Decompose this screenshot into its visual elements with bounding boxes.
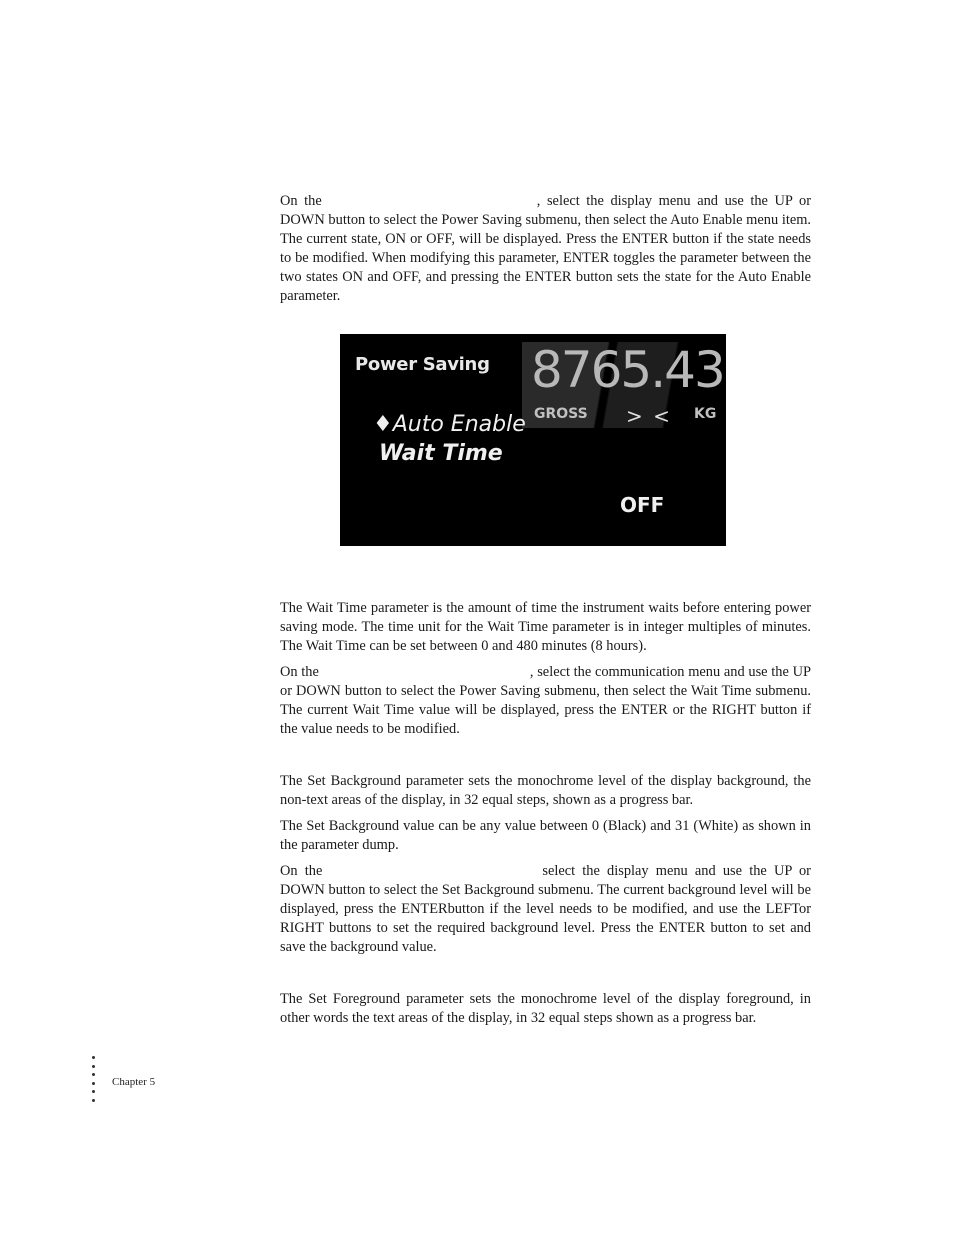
paragraph-lead: On the <box>280 863 323 879</box>
power-saving-display-figure <box>340 334 726 546</box>
paragraph-body: , select the communication menu and use the UP or DOWN button to select the Power Saving submenu, then select the Wait Time submenu. The current Wait Time value will be displayed, press the ENTER or the RIGHT button if the value needs to be modified. <box>280 664 811 737</box>
paragraph-body: select the display menu and use the UP or DOWN button to select the Set Background submenu. The current background level will be displayed, press the ENTERbutton if the level needs to be modified, and use the LEFTor RIGHT buttons to set the required background level. Press the ENTER button to set and save the background value. <box>280 863 811 955</box>
menu-item-wait-time: Wait Time <box>379 441 503 466</box>
gross-label: GROSS <box>534 406 588 422</box>
chapter-footer: Chapter 5 <box>112 1076 156 1088</box>
paragraph-lead: On the <box>280 193 322 209</box>
paragraph-background-procedure <box>280 862 811 957</box>
paragraph-body: , select the display menu and use the UP or DOWN button to select the Power Saving submenu, then select the Auto Enable menu item. The current state, ON or OFF, will be displayed. Press the ENTER button if the state needs to be modified. When modifying this parameter, ENTER toggles the parameter between the two states ON and OFF, and pressing the ENTER button sets the state for the Auto Enable parameter. <box>280 193 811 304</box>
paragraph-set-foreground: The Set Foreground parameter sets the monochrome level of the display foreground, in other words the text areas of the display, in 32 equal steps shown as a progress bar. <box>280 991 811 1026</box>
weight-readout: 8765.43 <box>531 341 724 399</box>
center-zero-indicator: > < <box>626 404 672 428</box>
display-title: Power Saving <box>355 354 490 375</box>
unit-label: KG <box>694 406 717 422</box>
paragraph-background-range: The Set Background value can be any value between 0 (Black) and 31 (White) as shown in the parameter dump. <box>280 818 811 853</box>
state-value: OFF <box>620 493 665 517</box>
margin-dot-decoration <box>92 1056 98 1107</box>
paragraph-lead: On the <box>280 664 319 680</box>
paragraph-wait-time-procedure <box>280 663 811 739</box>
paragraph-auto-enable <box>280 192 811 306</box>
menu-item-auto-enable: ♦Auto Enable <box>373 412 526 437</box>
paragraph-wait-time: The Wait Time parameter is the amount of time the instrument waits before entering power saving mode. The time unit for the Wait Time parameter is in integer multiples of minutes. The Wait Time can be set between 0 and 480 minutes (8 hours). <box>280 600 811 654</box>
paragraph-set-background: The Set Background parameter sets the monochrome level of the display background, the non-text areas of the display, in 32 equal steps, shown as a progress bar. <box>280 773 811 808</box>
